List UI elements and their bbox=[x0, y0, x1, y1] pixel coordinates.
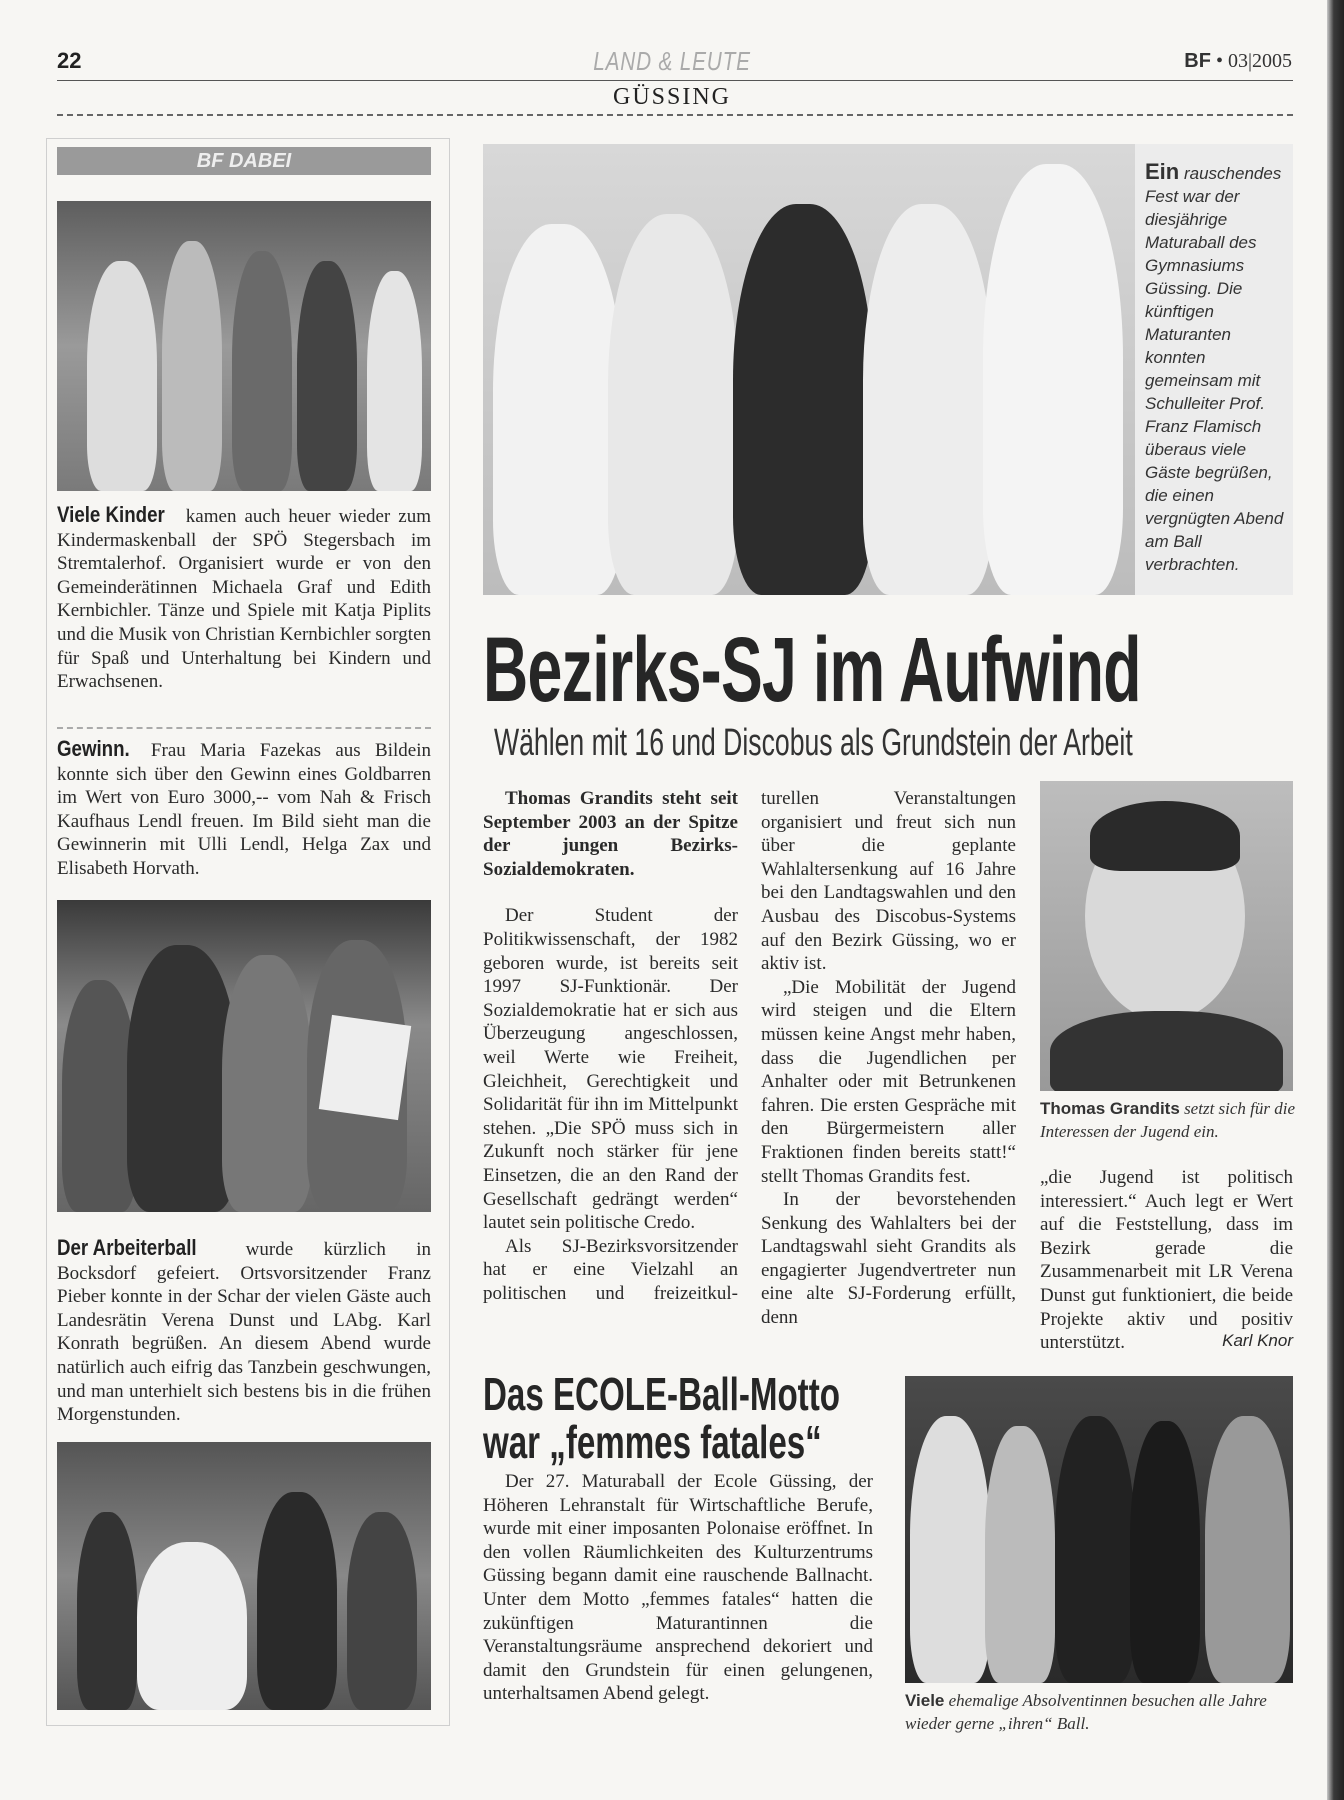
kicker: Viele Kinder bbox=[57, 502, 165, 527]
headline-line: war „femmes fatales“ bbox=[483, 1416, 822, 1468]
item-text: kamen auch heuer wieder zum Kindermaskenball der SPÖ Stegersbach im Stremtalerhof. Organisiert wurde er von den Gemeinderätinnen Michaela Graf und Edith Kernbichler. Tänze und Spiele mit Katja Piplits und die Musik von Christian Kernbichler sorgten für Spaß und Unterhaltung bei Kindern und Erwachsenen. bbox=[57, 506, 431, 693]
article-subheadline: Wählen mit 16 und Discobus als Grundstein der Arbeit bbox=[494, 722, 1133, 764]
separator: • bbox=[1215, 50, 1223, 72]
article2-body bbox=[483, 1470, 873, 1706]
caption-kicker: Ein bbox=[1145, 159, 1180, 184]
article-column-3 bbox=[1040, 1166, 1293, 1355]
page-number: 22 bbox=[57, 48, 82, 73]
article-headline: Bezirks-SJ im Aufwind bbox=[483, 619, 1141, 721]
caption-kicker: Thomas Grandits bbox=[1040, 1099, 1180, 1118]
section-title: LAND & LEUTE bbox=[593, 46, 751, 76]
article-lead: Thomas Grandits steht seit September 2003 an der Spitze der jungen Bezirks-Sozialdemokraten. bbox=[483, 788, 738, 880]
author: Karl Knor bbox=[1222, 1331, 1293, 1351]
paragraph: In der bevorstehenden Senkung des Wahlalters bei der Landtagswahl sieht Grandits als engagierter Jugendvertreter nun eine alte SJ-Forderung erfüllt, denn bbox=[761, 1189, 1016, 1329]
issue-number: 03|2005 bbox=[1227, 50, 1292, 72]
sidebar-item-3 bbox=[57, 1235, 431, 1427]
photo-ecole-ball bbox=[905, 1376, 1293, 1683]
header-rule bbox=[57, 80, 1293, 81]
headline-line: Das ECOLE-Ball-Motto bbox=[483, 1368, 840, 1420]
publication-name: BF bbox=[1184, 50, 1211, 72]
paragraph: Als SJ-Bezirksvorsitzender hat er eine Vielzahl an politischen und freizeitkul- bbox=[483, 1235, 738, 1304]
issue-info bbox=[1184, 50, 1292, 73]
sidebar-item-2 bbox=[57, 736, 431, 881]
article-column-2 bbox=[761, 787, 1016, 1330]
photo-arbeiterball bbox=[57, 1442, 431, 1710]
paragraph: Der Student der Politikwissenschaft, der 1982 geboren wurde, ist bereits seit 1997 SJ-Funktionär. Der Sozialdemokratie hat er sich aus Überzeugung angeschlossen, weil Werte wie Freiheit, Gleichheit, Gerechtigkeit und Solidarität für ihn im Mittelpunkt stehen. „Die SPÖ muss sich in Zukunft noch stärker für jene Einsetzen, die an den Rand der Gesellschaft gedrängt werden“ lautet sein politische Credo. bbox=[483, 905, 738, 1234]
paragraph: turellen Veranstaltungen organisiert und freut sich nun über die geplante Wahlaltersenkung auf 16 Jahre bei den Landtagswahlen und den Ausbau des Discobus-Systems auf den Bezirk Güssing, wo er aktiv ist. bbox=[761, 788, 1016, 975]
kicker: Der Arbeiterball bbox=[57, 1235, 197, 1260]
page-edge bbox=[1327, 0, 1344, 1800]
caption-text: setzt sich für die Interessen der Jugend ein. bbox=[1040, 1099, 1296, 1141]
caption-kicker: Viele bbox=[905, 1691, 945, 1710]
paragraph: „Die Mobilität der Jugend wird steigen und die Eltern müssen keine Angst mehr haben, dass die Jugendlichen per Anhalter oder mit Betrunkenen fahren. Die ersten Gespräche mit den Bürgermeistern aller Fraktionen finden bereits statt!“ stellt Thomas Grandits fest. bbox=[761, 976, 1016, 1187]
caption-text: ehemalige Absolventinnen besuchen alle Jahre wieder gerne „ihren“ Ball. bbox=[905, 1691, 1267, 1733]
top-photo-caption bbox=[1135, 144, 1293, 595]
item-text: Frau Maria Fazekas aus Bildein konnte sich über den Gewinn eines Goldbarren im Wert von Euro 3000,-- vom Nah & Frisch Kaufhaus Lendl freuen. Im Bild sieht man die Gewinnerin mit Ulli Lendl, Helga Zax und Elisabeth Horvath. bbox=[57, 740, 432, 879]
photo-gewinn bbox=[57, 900, 431, 1212]
ecole-photo-caption bbox=[905, 1689, 1295, 1735]
paragraph: Der 27. Maturaball der Ecole Güssing, der Höheren Lehranstalt für Wirtschaftliche Berufe, wurde mit einer imposanten Polonaise eröffnet. In den vollen Räumlichkeiten des Kulturzentrums Güssing begann damit eine rauschende Ballnacht. Unter dem Motto „femmes fatales“ hatten die zukünftigen Maturantinnen die Veranstaltungsräume ansprechend dekoriert und damit den Grundstein für einen gelungenen, unterhaltsamen Abend gelegt. bbox=[483, 1471, 873, 1705]
kicker: Gewinn. bbox=[57, 736, 130, 761]
photo-maturaball-gymnasium bbox=[483, 144, 1135, 595]
item-text: wurde kürzlich in Bocksdorf gefeiert. Ortsvorsitzender Franz Pieber konnte in der Schar der vielen Gäste auch Landesrätin Verena Dunst und LAbg. Karl Konrath begrüßen. An diesem Abend wurde natürlich auch eifrig das Tanzbein geschwungen, und man unterhielt sich bestens bis in die frühen Morgenstunden. bbox=[57, 1239, 432, 1426]
sidebar-divider bbox=[57, 727, 431, 729]
paragraph-text: „die Jugend ist politisch interessiert.“ Auch legt er Wert auf die Feststellung, dass im Bezirk gerade die Zusammenarbeit mit LR Verena Dunst gut funktioniert, die beide Projekte aktiv und positiv unterstützt. bbox=[1040, 1167, 1293, 1354]
sidebar-label: BF DABEI bbox=[57, 147, 431, 175]
thomas-photo-caption bbox=[1040, 1097, 1300, 1143]
header-dashed-rule bbox=[57, 114, 1293, 116]
photo-thomas-grandits bbox=[1040, 781, 1293, 1091]
region-title: GÜSSING bbox=[612, 84, 731, 110]
paragraph bbox=[1040, 1166, 1293, 1355]
photo-kindermaskenball bbox=[57, 201, 431, 491]
sidebar-item-1 bbox=[57, 502, 431, 694]
article-column-1 bbox=[483, 787, 738, 1305]
caption-text: rauschendes Fest war der diesjährige Maturaball des Gymnasiums Güssing. Die künftigen Maturanten konnten gemeinsam mit Schulleiter Prof. Franz Flamisch überaus viele Gäste begrüßen, die einen vergnügten Abend am Ball verbrachten. bbox=[1145, 164, 1284, 574]
article2-headline bbox=[483, 1370, 840, 1466]
